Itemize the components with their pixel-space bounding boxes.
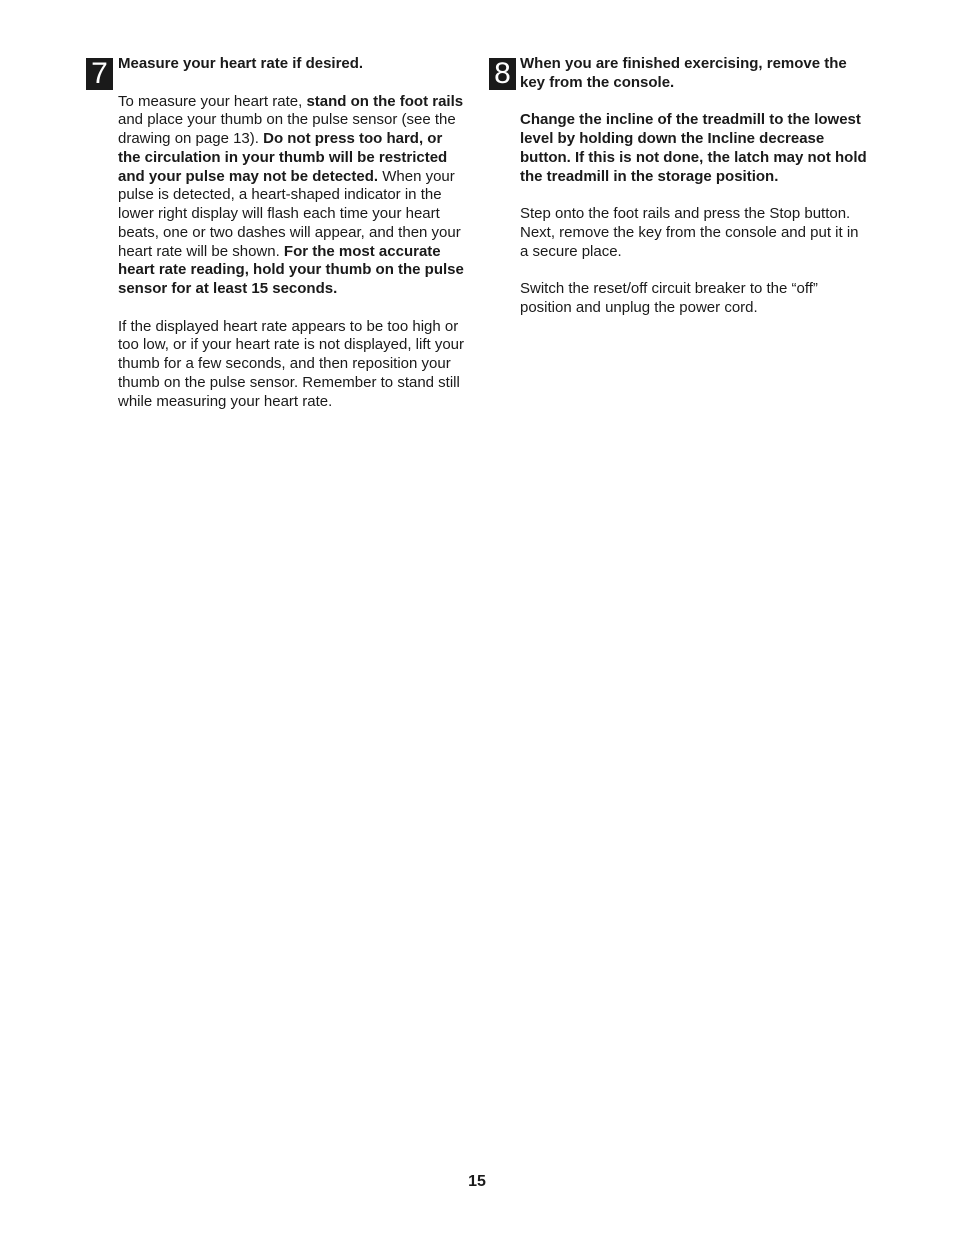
- step-7-badge: 7: [86, 58, 113, 90]
- page-number: 15: [468, 1173, 486, 1190]
- step-7-heading: Measure your heart rate if desired.: [118, 55, 364, 72]
- step-7-column: [118, 55, 466, 430]
- step-8-bold-paragraph: Change the incline of the treadmill to the lowest level by holding down the Incline decrease button. If this is not done, the latch may not hold the treadmill in the storage position.: [520, 111, 867, 185]
- step-8-badge: 8: [489, 58, 516, 90]
- step-7-paragraph-1: To measure your heart rate, stand on the foot rails and place your thumb on the pulse sensor (see the drawing on page 13). Do not press too hard, or the circulation in your thumb will be restricted and your pulse may not be detected. When your pulse is detected, a heart-shaped indicator in the lower right display will flash each time your heart beats, one or two dashes will appear, and then your heart rate will be shown. For the most accurate heart rate reading, hold your thumb on the pulse sensor for at least 15 seconds.: [118, 92, 464, 297]
- step-7-paragraph-2: If the displayed heart rate appears to be too high or too low, or if your heart rate is not displayed, lift your thumb for a few seconds, and then reposition your thumb on the pulse sensor. Remember to stand still while measuring your heart rate.: [118, 317, 465, 410]
- step-8-heading: When you are finished exercising, remove the key from the console.: [520, 55, 847, 91]
- step-8-paragraph-1: Step onto the foot rails and press the Stop button. Next, remove the key from the console and put it in a secure place.: [520, 205, 859, 260]
- step-8-column: [520, 55, 868, 336]
- step-8-paragraph-2: Switch the reset/off circuit breaker to the “off” position and unplug the power cord.: [520, 280, 818, 316]
